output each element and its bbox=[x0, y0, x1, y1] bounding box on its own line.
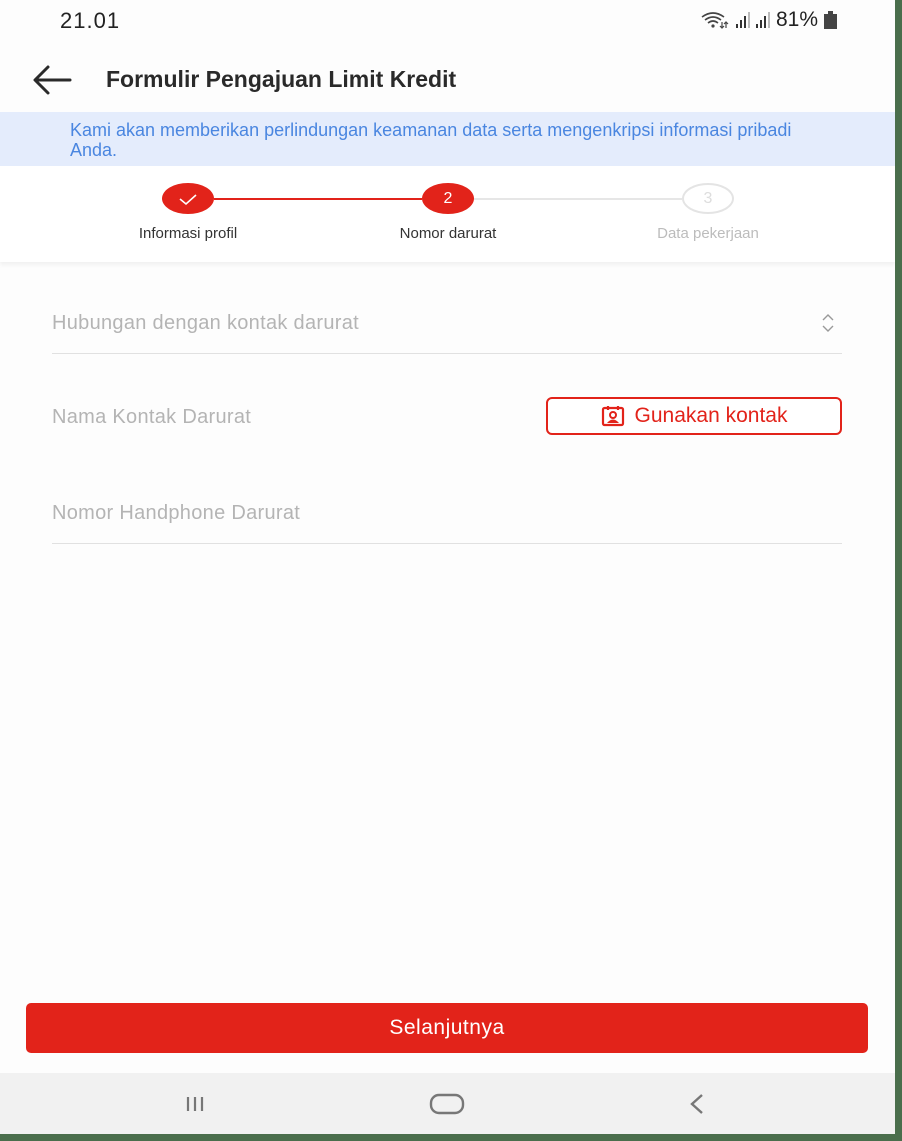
security-notice-text: Kami akan memberikan perlindungan keamanan data serta mengenkripsi informasi pribadi Anda. bbox=[70, 120, 792, 160]
step-3-marker: 3 bbox=[682, 183, 734, 214]
status-time: 21.01 bbox=[60, 8, 121, 33]
next-button-label: Selanjutnya bbox=[389, 1016, 505, 1039]
relationship-placeholder: Hubungan dengan kontak darurat bbox=[52, 312, 360, 334]
contact-name-placeholder: Nama Kontak Darurat bbox=[52, 406, 252, 428]
step-3-label: Data pekerjaan bbox=[657, 225, 759, 242]
progress-stepper bbox=[0, 166, 895, 262]
wifi-icon bbox=[700, 11, 730, 29]
step-connector-done bbox=[214, 198, 422, 200]
battery-icon bbox=[824, 14, 837, 29]
home-icon bbox=[428, 1092, 466, 1116]
contact-book-icon bbox=[601, 405, 625, 427]
step-2-marker: 2 bbox=[422, 183, 474, 214]
use-contact-label: Gunakan kontak bbox=[634, 404, 788, 427]
page-title: Formulir Pengajuan Limit Kredit bbox=[106, 66, 457, 92]
step-2-label: Nomor darurat bbox=[399, 225, 497, 242]
use-contact-button[interactable] bbox=[546, 397, 842, 435]
status-bar bbox=[0, 0, 895, 42]
step-1-marker bbox=[162, 183, 214, 214]
signal-icon bbox=[756, 12, 770, 28]
check-icon bbox=[177, 192, 199, 206]
home-button[interactable] bbox=[420, 1087, 474, 1121]
recents-button[interactable] bbox=[170, 1087, 220, 1121]
next-button[interactable] bbox=[26, 1003, 868, 1053]
app-bar bbox=[0, 42, 895, 112]
system-nav-bar bbox=[0, 1073, 895, 1134]
arrow-left-icon bbox=[30, 62, 74, 98]
phone-input[interactable] bbox=[52, 454, 842, 544]
back-nav-button[interactable] bbox=[672, 1087, 722, 1121]
battery-percent: 81% bbox=[775, 8, 818, 31]
relationship-select[interactable] bbox=[52, 262, 842, 354]
back-button[interactable] bbox=[30, 62, 74, 98]
security-notice bbox=[0, 112, 895, 166]
phone-placeholder: Nomor Handphone Darurat bbox=[52, 502, 301, 524]
recents-icon bbox=[184, 1094, 206, 1114]
phone-underline bbox=[52, 543, 842, 544]
step-connector-todo bbox=[474, 198, 682, 200]
chevron-up-down-icon bbox=[820, 312, 836, 334]
signal-icon bbox=[736, 12, 750, 28]
step-1-label: Informasi profil bbox=[138, 225, 238, 242]
status-icons bbox=[700, 8, 837, 32]
back-icon bbox=[686, 1092, 708, 1116]
